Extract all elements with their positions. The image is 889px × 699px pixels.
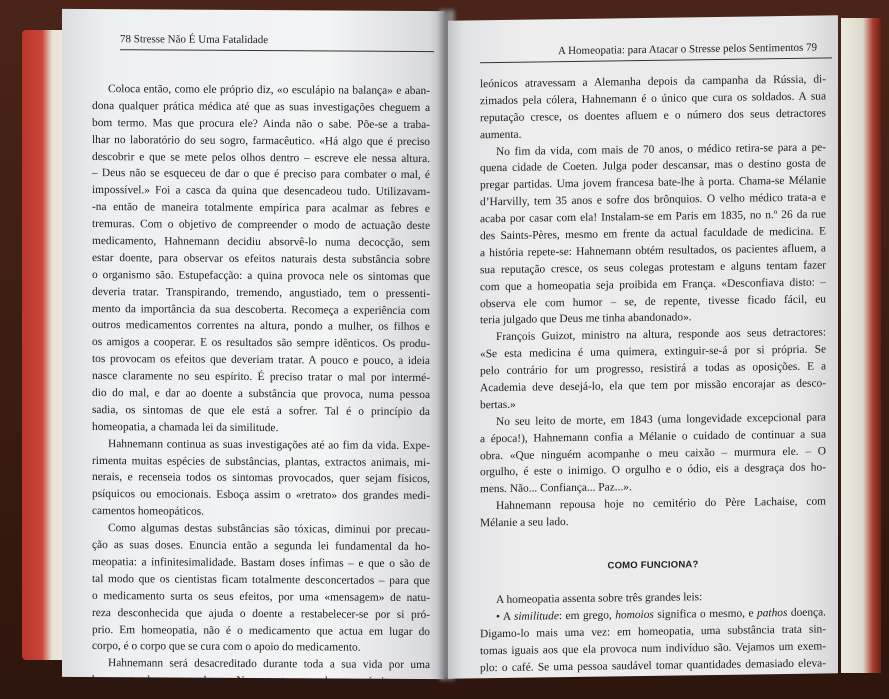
text-line: prio. Em homeopatia, não é o medicamento que actua em lugar do bbox=[92, 623, 430, 638]
left-page bbox=[62, 9, 444, 689]
text-line: tremuras. Com o objetivo de compreender o modo de actuação deste bbox=[92, 218, 430, 233]
text-line: -na então de maneira totalmente empírica para acalmar as febres e bbox=[92, 201, 430, 216]
left-page-header: 78 Stresse Não É Uma Fatalidade bbox=[120, 33, 269, 47]
text-line: Mélanie a seu lado. bbox=[480, 516, 569, 530]
text-line: acaba por casar com ela! Instalam-se em Paris em 1835, no n.º 26 da rue bbox=[480, 208, 826, 226]
text-line: Coloca então, como ele próprio diz, «o esculápio na balança» e aban- bbox=[108, 83, 430, 98]
text-line: zimados pela cólera, Hahnemann é o único que cura os soldados. A sua bbox=[480, 90, 826, 108]
text-line: o organismo são. Estupefacção: a quina provoca nele os sintomas que bbox=[92, 268, 430, 283]
text-line: des Saints-Pères, mesmo em frente da actual faculdade de medicina. E bbox=[480, 225, 826, 243]
text-line: pregar partidas. Uma jovem francesa bate-lhe à porta. Chama-se Mélanie bbox=[480, 174, 826, 192]
text-line: observa ele com humor – se, de repente, tivesse ficado fácil, eu bbox=[480, 293, 826, 310]
text-line: leónicos atravessam a Alemanha depois da campanha da Rússia, di- bbox=[480, 73, 826, 91]
text-line: tos provocam os efeitos que deveriam tratar. A pouco e pouco, a ideia bbox=[92, 353, 430, 368]
text-line: dona qualquer prática médica até que as suas investigações cheguem a bbox=[92, 99, 430, 114]
text-line: plo: o café. Se uma pessoa saudável tomar quantidades demasiado eleva- bbox=[480, 657, 826, 674]
text-line: teria julgado que Deus me tinha abandonado». bbox=[480, 311, 692, 327]
text-line: nasce claramente no seu espírito. É preciso tratar o mal por intermé- bbox=[92, 370, 430, 385]
text-line: obra. «Que ninguém acompanhe o meu caixão – murmura ele. – O bbox=[480, 445, 826, 462]
right-page-header: A Homeopatia: para Atacar o Stresse pelos Sentimentos 79 bbox=[558, 41, 818, 58]
text-line: No seu leito de morte, em 1843 (uma longevidade excepcional para bbox=[496, 411, 826, 428]
text-line: mento da importância da sua descoberta. Recomeça a experiência com bbox=[92, 302, 430, 317]
text-line: pelo contrário for um progresso, resistirá a todas as oposições. E a bbox=[480, 360, 826, 378]
text-line: tomas iguais aos que ela provoca num indivíduo são. Vejamos um exem- bbox=[480, 640, 826, 657]
text-line: a época!), Hahnemann confia a Mélanie o cuidado de continuar a sua bbox=[480, 428, 826, 445]
text-line: A homeopatia assenta sobre três grandes leis: bbox=[496, 591, 703, 607]
section-title: COMO FUNCIONA? bbox=[607, 559, 699, 572]
text-line: Hahnemann continua as suas investigações até ao fim da vida. Expe- bbox=[108, 437, 430, 452]
text-line: impossível.» Foi a casca da quina que desencadeou tudo. Utilizavam- bbox=[92, 184, 430, 199]
text-line: – Deus não se esqueceu de dar o que é preciso para combater o mal, é bbox=[92, 167, 430, 182]
text-line: ção as suas doses. Enuncia então a segunda lei fundamental da ho- bbox=[92, 539, 430, 554]
text-line: descobrir e que se mete pelos olhos dentro – escreve ele nessa altura. bbox=[92, 150, 430, 165]
text-line: com que a homeopatia seja proibida em França. «Desconfiava disto: – bbox=[480, 276, 826, 293]
text-line: mens. Não... Confiança... Paz...». bbox=[480, 481, 632, 496]
text-line: dio do mal, e dar ao doente a substância que provoca, numa pessoa bbox=[92, 387, 430, 402]
text-line: bertas.» bbox=[480, 398, 516, 412]
text-line: Academia deve desejá-lo, ela que tem por missão encorajar as desco- bbox=[480, 377, 826, 395]
text-line: outros medicamentos correntes na altura, pondo a mulher, os filhos e bbox=[92, 319, 430, 334]
text-line: d’Harvilly, tem 35 anos e sofre dos brônquios. O velho médico trata-a e bbox=[480, 191, 826, 209]
text-line: estar doente, para observar os efeitos naturais desta substância sobre bbox=[92, 251, 430, 266]
book-edge-right bbox=[841, 18, 881, 673]
text-line: o medicamento surta os seus efeitos, por uma «mensagem» de natu- bbox=[92, 589, 430, 604]
right-page-body bbox=[480, 71, 826, 676]
text-line: homeopatia, a chamada lei da similitude. bbox=[92, 420, 279, 434]
text-line: corpo, é o corpo que se cura com o apoio do medicamento. bbox=[92, 640, 361, 655]
text-line: Hahnemann será desacreditado durante toda a sua vida por uma bbox=[108, 657, 430, 672]
right-page bbox=[448, 15, 838, 678]
text-line: sua reputação cresce, os seus colegas protestam e alguns tentam fazer bbox=[480, 259, 826, 277]
text-line: rimenta muitas espécies de substâncias, plantas, extractos animais, mi- bbox=[92, 454, 430, 469]
text-line: bom termo. Mas que procura ele? Ainda não o sabe. Põe-se a traba- bbox=[92, 116, 430, 131]
text-line: François Guizot, ministro na altura, responde aos seus detractores: bbox=[496, 326, 826, 344]
text-line: tal modo que os cientistas ficam totalmente desconcertados – para que bbox=[92, 572, 430, 587]
text-line: No fim da vida, com mais de 70 anos, o médico retira-se para a pe- bbox=[496, 141, 826, 158]
text-line: deveria tratar. Transpirando, tremendo, angustiado, tem o pressenti- bbox=[92, 285, 430, 300]
text-line: psíquicos ou emocionais. Esboça assim o «retrato» dos grandes medi- bbox=[92, 488, 430, 503]
text-line: Hahnemann repousa hoje no cemitério do Père Lachaise, com bbox=[496, 495, 826, 513]
text-line: lhar no laboratório do seu sogro, farmacêutico. «Há algo que é preciso bbox=[92, 133, 430, 148]
right-page-text-bottom bbox=[480, 587, 826, 676]
text-line: reza desconhecida que ajuda o doente a restabelecer-se por si pró- bbox=[92, 606, 430, 621]
text-line: a história repete-se: Hahnemann obtém resultados, os pacientes afluem, a bbox=[480, 242, 826, 260]
text-line: orgulho, é este o inimigo. O orgulho e o ódio, eis a desgraça dos ho- bbox=[480, 461, 826, 479]
right-page-text-top bbox=[480, 71, 826, 532]
text-line: camentos homeopáticos. bbox=[92, 505, 204, 518]
text-line: meopatia: a infinitesimalidade. Bastam doses ínfimas – e que o são de bbox=[92, 555, 430, 571]
text-line: • A similitude: em grego, homoios significa o mesmo, e pathos doença. bbox=[496, 606, 827, 623]
text-line: Como algumas destas substâncias são tóxicas, diminui por precau- bbox=[108, 522, 430, 537]
text-line: reputação cresce, os doentes afluem e o número dos seus detractores bbox=[480, 107, 826, 125]
text-line: aumenta. bbox=[480, 128, 522, 141]
text-line: quena cidade de Coeten. Julga poder descansar, mas o destino gosta de bbox=[480, 157, 826, 175]
text-line: «Se esta medicina é uma quimera, extinguir-se-á por si própria. Se bbox=[480, 343, 826, 361]
text-line: Digamo-lo mais uma vez: em homeopatia, uma substância trata sin- bbox=[480, 623, 826, 641]
left-header-rule bbox=[120, 49, 434, 52]
text-line: boa parte dos seus colegas. No entanto, quando os exércitos napo- bbox=[92, 674, 430, 689]
text-line: medicamento, Hahnemann decidiu absorvê-lo numa decocção, sem bbox=[92, 235, 430, 250]
left-page-body bbox=[92, 81, 430, 691]
text-line: os amigos a cooperar. E os resultados são sempre idênticos. Os produ- bbox=[92, 336, 430, 351]
text-line: sadia, os sintomas de que ele está a sofrer. Tal é o princípio da bbox=[92, 403, 430, 419]
text-line: nerais, e recenseia todos os sintomas provocados, quer sejam físicos, bbox=[92, 471, 430, 486]
